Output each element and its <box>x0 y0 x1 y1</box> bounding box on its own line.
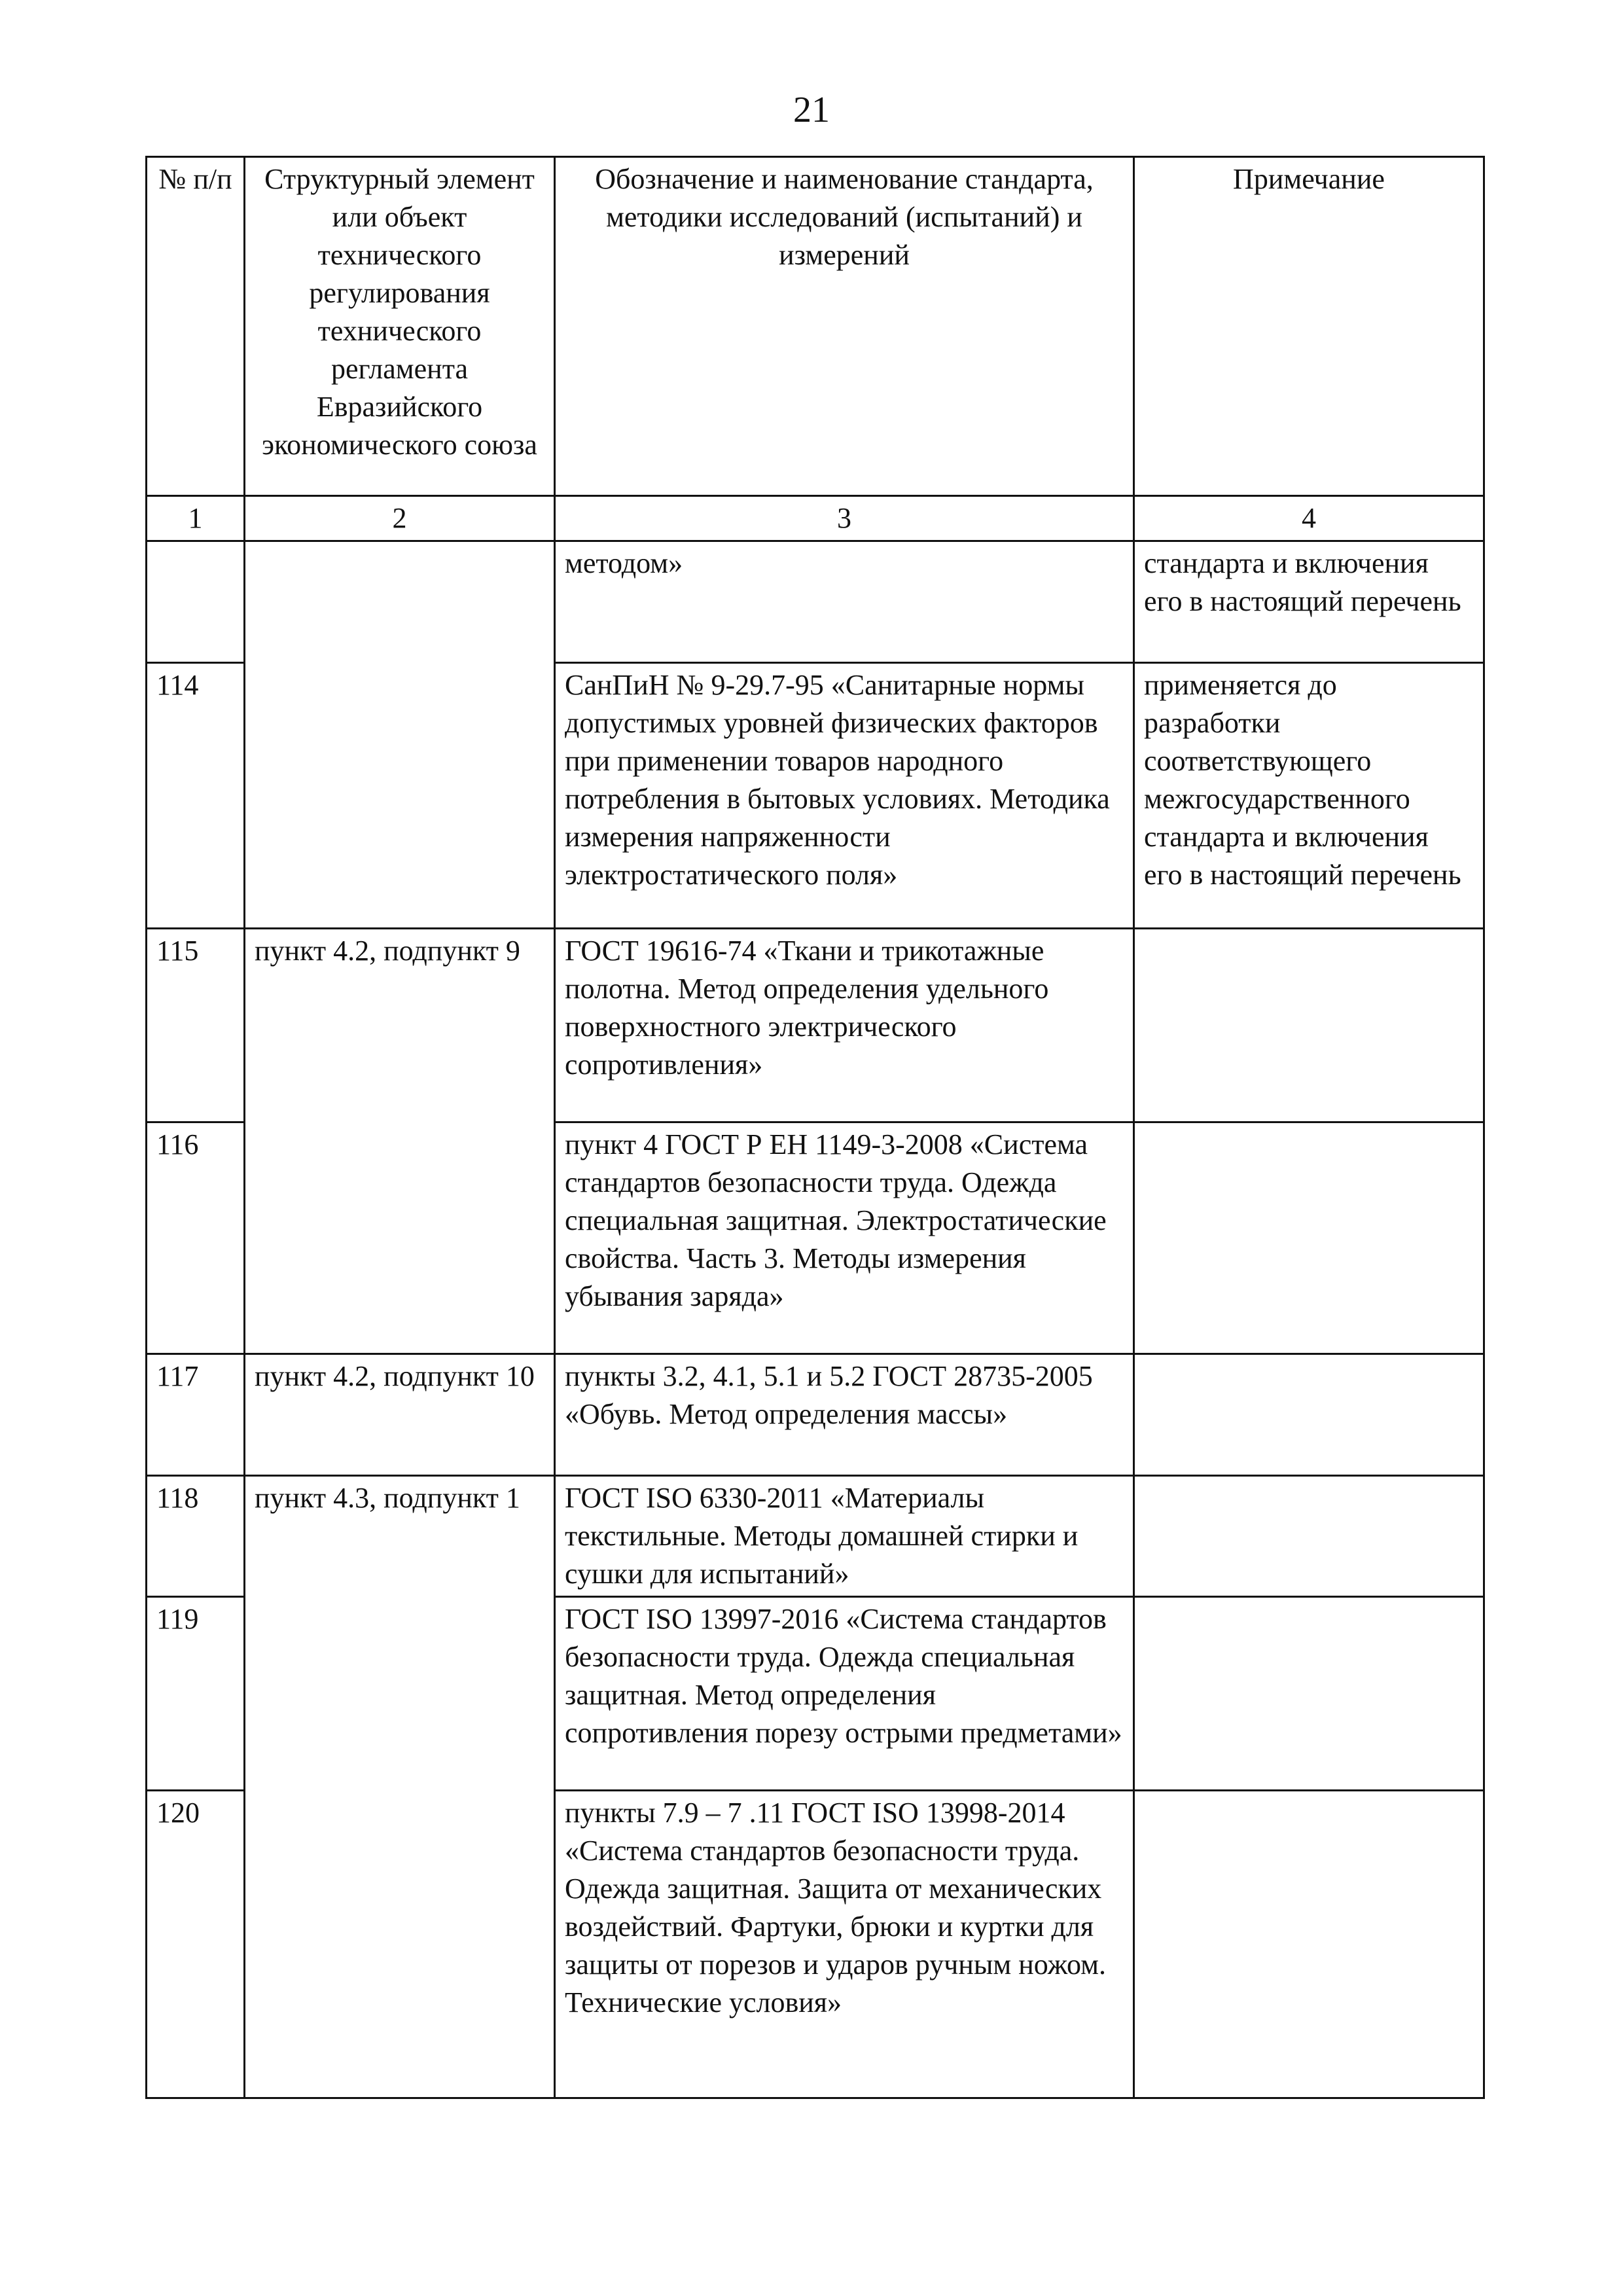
table-cell-standard: пункт 4 ГОСТ Р ЕН 1149-3-2008 «Система стандартов безопасности труда. Одежда специальная защитная. Электростатические свойства. Часть 3. Методы измерения убывания заряда» <box>555 1122 1134 1354</box>
table-cell-element: пункт 4.3, подпункт 1 <box>245 1476 555 2098</box>
column-index-1: 1 <box>147 496 245 541</box>
standards-table <box>145 156 1485 2099</box>
table-cell-note: применяется до разработки соответствующего межгосударственного стандарта и включения его в настоящий перечень <box>1134 663 1484 929</box>
header-standard: Обозначение и наименование стандарта, методики исследований (испытаний) и измерений <box>555 157 1134 496</box>
table-cell-note <box>1134 929 1484 1122</box>
column-index-2: 2 <box>245 496 555 541</box>
header-num: № п/п <box>147 157 245 496</box>
table-cell-standard: ГОСТ 19616-74 «Ткани и трикотажные полотна. Метод определения удельного поверхностного электрического сопротивления» <box>555 929 1134 1122</box>
table-cell-note <box>1134 1354 1484 1476</box>
table-cell-standard: пункты 7.9 – 7 .11 ГОСТ ISO 13998-2014 «Система стандартов безопасности труда. Одежда защитная. Защита от механических воздействий. Фартуки, брюки и куртки для защиты от порезов и ударов ручным ножом. Технические условия» <box>555 1791 1134 2098</box>
table-cell-note <box>1134 1597 1484 1791</box>
table-cell-num: 120 <box>147 1791 245 2098</box>
table-row <box>147 929 1484 1122</box>
header-element: Структурный элемент или объект технического регулирования технического регламента Евразийского экономического союза <box>245 157 555 496</box>
table-cell-num: 119 <box>147 1597 245 1791</box>
table-cell-standard: методом» <box>555 541 1134 663</box>
table-cell-num: 114 <box>147 663 245 929</box>
table-cell-note <box>1134 1476 1484 1597</box>
table-cell-note <box>1134 1791 1484 2098</box>
table-row <box>147 1476 1484 1597</box>
table-cell-num: 115 <box>147 929 245 1122</box>
table-cell-num: 117 <box>147 1354 245 1476</box>
column-index-3: 3 <box>555 496 1134 541</box>
table-cell-element: пункт 4.2, подпункт 10 <box>245 1354 555 1476</box>
table-cell-note <box>1134 1122 1484 1354</box>
table-cell-element <box>245 541 555 929</box>
table-cell-element: пункт 4.2, подпункт 9 <box>245 929 555 1354</box>
table-cell-standard: ГОСТ ISO 13997-2016 «Система стандартов безопасности труда. Одежда специальная защитная. Метод определения сопротивления порезу острыми предметами» <box>555 1597 1134 1791</box>
table-cell-note: стандарта и включения его в настоящий перечень <box>1134 541 1484 663</box>
column-index-row <box>147 496 1484 541</box>
table-row <box>147 1354 1484 1476</box>
table-cell-standard: ГОСТ ISO 6330-2011 «Материалы текстильные. Методы домашней стирки и сушки для испытаний» <box>555 1476 1134 1597</box>
header-row <box>147 157 1484 496</box>
page-number: 21 <box>793 90 830 130</box>
table-cell-num <box>147 541 245 663</box>
column-index-4: 4 <box>1134 496 1484 541</box>
table-cell-num: 116 <box>147 1122 245 1354</box>
header-note: Примечание <box>1134 157 1484 496</box>
table-cell-standard: СанПиН № 9-29.7-95 «Санитарные нормы допустимых уровней физических факторов при применении товаров народного потребления в бытовых условиях. Методика измерения напряженности электростатического поля» <box>555 663 1134 929</box>
table-cell-standard: пункты 3.2, 4.1, 5.1 и 5.2 ГОСТ 28735-2005 «Обувь. Метод определения массы» <box>555 1354 1134 1476</box>
table-cell-num: 118 <box>147 1476 245 1597</box>
continuation-row <box>147 541 1484 663</box>
